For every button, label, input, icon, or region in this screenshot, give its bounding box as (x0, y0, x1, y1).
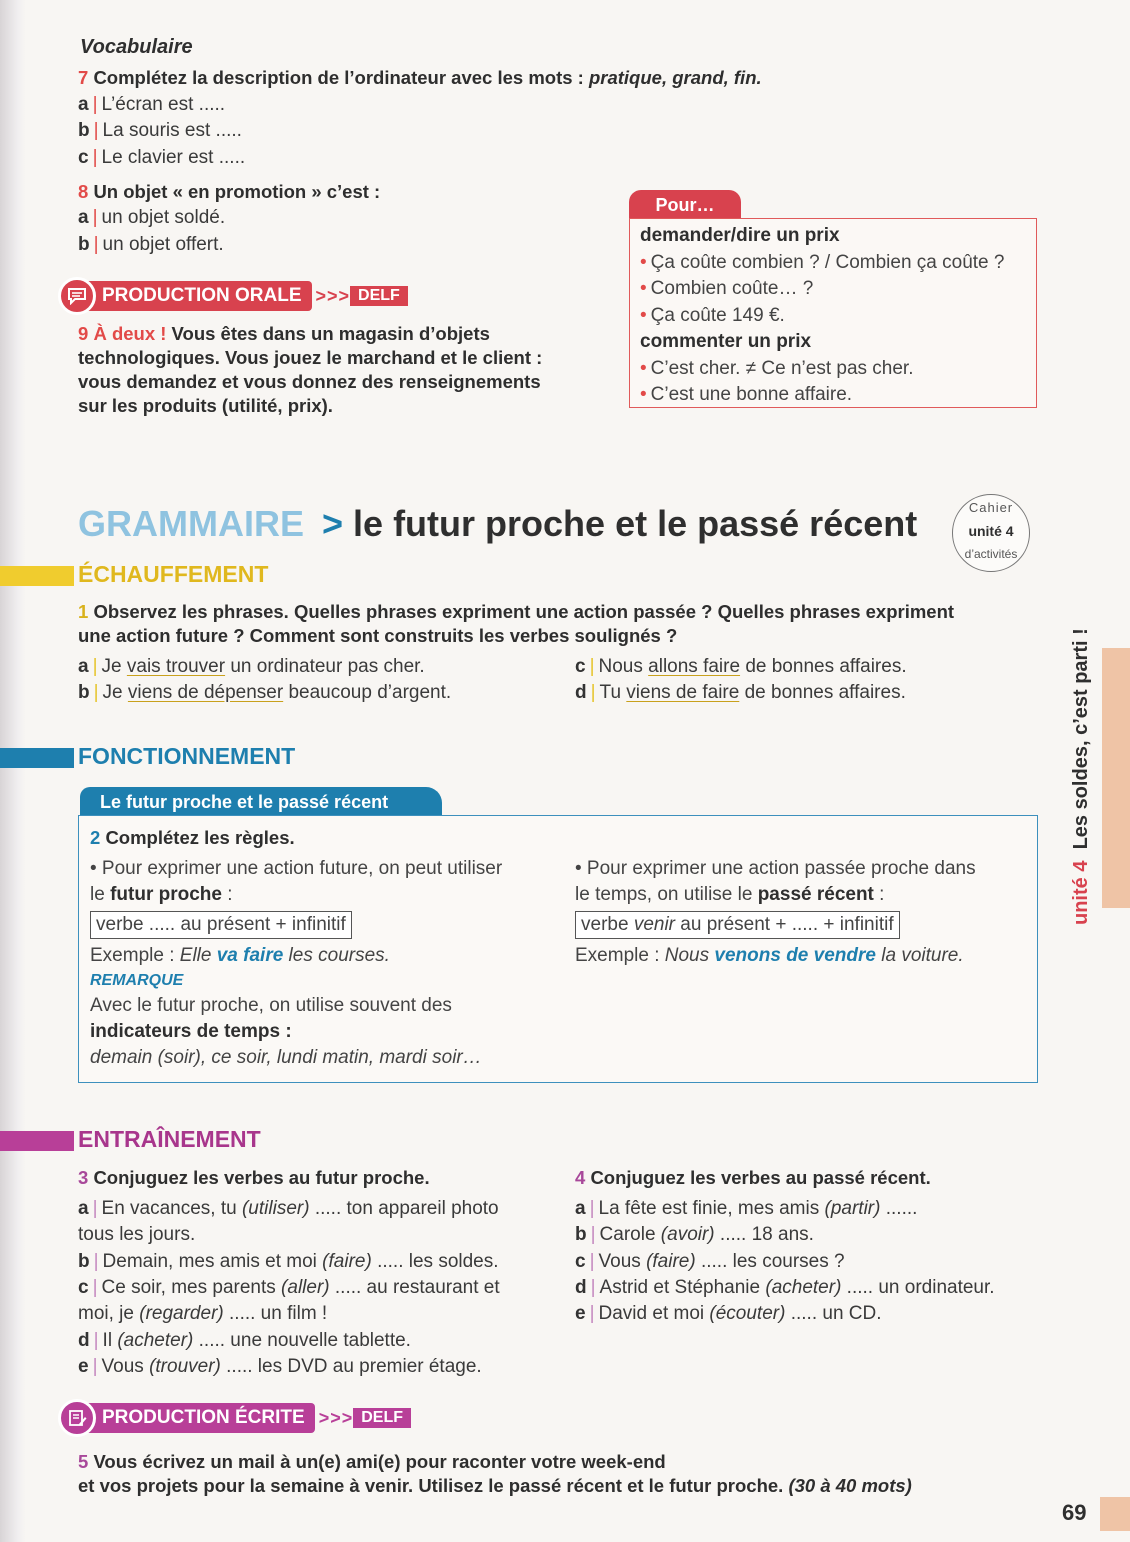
production-orale-header (62, 281, 408, 311)
rule-futur-proche: • Pour exprimer une action future, on peut utiliser le futur proche : verbe ..... au présent + infinitif Exemple : Elle va faire les courses. REMARQUE Avec le futur proche, on utilise souvent des indicateurs de temps : demain (soir), ce soir, lundi matin, mardi soir… (90, 858, 503, 1068)
grammar-arrow: > (322, 503, 344, 544)
pour-item: • Combien coûte… ? (640, 278, 814, 299)
stamp-top-text: Cahier (968, 500, 1014, 515)
production-orale-pill (62, 281, 312, 311)
q7-item-a: a | L’écran est ..... (78, 94, 226, 115)
q1-item-b: b | Je viens de dépenser beaucoup d’argent. (78, 682, 452, 703)
pour-heading-2: commenter un prix (640, 331, 812, 352)
pour-box (629, 218, 1037, 408)
pour-item: • C’est une bonne affaire. (640, 384, 853, 405)
pour-item: • Ça coûte 149 €. (640, 304, 785, 326)
q3-item-b: b | Demain, mes amis et moi (faire) ..... les soldes. (78, 1251, 499, 1272)
pour-item: • C’est cher. ≠ Ce n’est pas cher. (640, 357, 914, 379)
q2-instruction: 2 Complétez les règles. (90, 827, 295, 848)
echauffement-heading: ÉCHAUFFEMENT (78, 561, 269, 587)
q3-item-c-cont: moi, je (regarder) ..... un film ! (78, 1303, 328, 1324)
q4-item-b: b | Carole (avoir) ..... 18 ans. (575, 1224, 814, 1245)
q7-instruction (78, 66, 762, 90)
page-edge (0, 0, 26, 1542)
echauffement-bar (0, 566, 74, 586)
q4-instruction: 4 Conjuguez les verbes au passé récent. (575, 1167, 931, 1188)
q1-item-a: a | Je vais trouver un ordinateur pas cher. (78, 656, 425, 677)
grammar-topic: le futur proche et le passé récent (353, 503, 918, 544)
side-unit-tab (1102, 648, 1130, 908)
grammar-title (78, 500, 917, 548)
q3-item-c: c | Ce soir, mes parents (aller) ..... au restaurant et (78, 1277, 500, 1298)
entrainement-bar (0, 1131, 74, 1151)
q3-item-d: d | Il (acheter) ..... une nouvelle tablette. (78, 1330, 411, 1351)
q8-text: Un objet « en promotion » c’est : (93, 181, 381, 202)
q7-item-b: b | La souris est ..... (78, 120, 242, 141)
q4-item-e: e | David et moi (écouter) ..... un CD. (575, 1303, 882, 1324)
cahier-stamp (952, 494, 1030, 572)
production-ecrite-header (62, 1403, 411, 1433)
stamp-bottom-text: d’activités (964, 547, 1018, 561)
q1-item-d: d | Tu viens de faire de bonnes affaires. (575, 682, 906, 703)
pour-heading-1: demander/dire un prix (640, 225, 840, 246)
delf-arrows: >>> (318, 1407, 354, 1428)
fonctionnement-bar (0, 748, 74, 768)
production-orale-label: PRODUCTION ORALE (102, 285, 302, 306)
rules-tab: Le futur proche et le passé récent (80, 787, 442, 817)
q8-item-a: a | un objet soldé. (78, 207, 226, 228)
q9-instruction: 9 À deux ! Vous êtes dans un magasin d’objets technologiques. Vous jouez le marchand et le client : vous demandez et vous donnez des renseignements sur les produits (utilité, prix). (78, 323, 543, 416)
rule-passe-recent: • Pour exprimer une action passée proche dans le temps, on utilise le passé récent : verbe venir au présent + ..... + infinitif Exemple : Nous venons de vendre la voiture. (575, 858, 976, 966)
q3-instruction: 3 Conjuguez les verbes au futur proche. (78, 1167, 430, 1188)
q7-words: pratique, grand, fin. (588, 67, 762, 88)
grammar-label: GRAMMAIRE (78, 503, 304, 544)
delf-tag: DELF (353, 1408, 411, 1428)
page-number: 69 (1062, 1500, 1087, 1525)
q3-item-e: e | Vous (trouver) ..... les DVD au premier étage. (78, 1356, 482, 1377)
q4-item-c: c | Vous (faire) ..... les courses ? (575, 1251, 845, 1272)
pour-item: • Ça coûte combien ? / Combien ça coûte ? (640, 251, 1005, 273)
rules-box (78, 815, 1038, 1083)
pour-tab: Pour… (629, 190, 741, 220)
side-unit-title: unité 4 Les soldes, c’est parti ! (1070, 628, 1092, 925)
vocab-heading: Vocabulaire (80, 36, 193, 58)
q4-item-a: a | La fête est finie, mes amis (partir) ...... (575, 1198, 918, 1219)
q1-item-c: c | Nous allons faire de bonnes affaires. (575, 656, 907, 677)
remarque-label: REMARQUE (90, 972, 184, 989)
q3-item-a-cont: tous les jours. (78, 1224, 196, 1245)
q7-text: Complétez la description de l’ordinateur avec les mots : (93, 67, 589, 88)
q7-item-c: c | Le clavier est ..... (78, 147, 246, 168)
page-number-stripe (1100, 1497, 1130, 1531)
entrainement-heading: ENTRAÎNEMENT (78, 1126, 261, 1152)
stamp-unit: unité 4 (968, 523, 1014, 539)
passe-formula: verbe venir au présent + ..... + infinitif (575, 911, 900, 939)
q8-number: 8 (78, 181, 89, 202)
q9-lead: À deux ! (93, 323, 167, 344)
production-ecrite-label: PRODUCTION ÉCRITE (102, 1407, 305, 1428)
speech-bubble-icon (58, 277, 96, 315)
q1-instruction: 1 Observez les phrases. Quelles phrases expriment une action passée ? Quelles phrases expriment une action future ? Comment sont construits les verbes soulignés ? (78, 601, 955, 646)
q3-item-a: a | En vacances, tu (utiliser) ..... ton appareil photo (78, 1198, 499, 1219)
q7-number: 7 (78, 67, 89, 88)
production-ecrite-pill (62, 1403, 315, 1433)
q8-instruction (78, 180, 380, 204)
fonctionnement-heading: FONCTIONNEMENT (78, 743, 296, 769)
futur-formula: verbe ..... au présent + infinitif (90, 911, 352, 939)
delf-tag: DELF (350, 286, 408, 306)
q8-item-b: b | un objet offert. (78, 234, 224, 255)
pencil-note-icon (58, 1399, 96, 1437)
delf-arrows: >>> (315, 285, 351, 306)
q5-instruction: 5 Vous écrivez un mail à un(e) ami(e) pour raconter votre week-end et vos projets pour la semaine à venir. Utilisez le passé récent et le futur proche. (30 à 40 mots) (78, 1451, 912, 1496)
q4-item-d: d | Astrid et Stéphanie (acheter) ..... un ordinateur. (575, 1277, 995, 1298)
